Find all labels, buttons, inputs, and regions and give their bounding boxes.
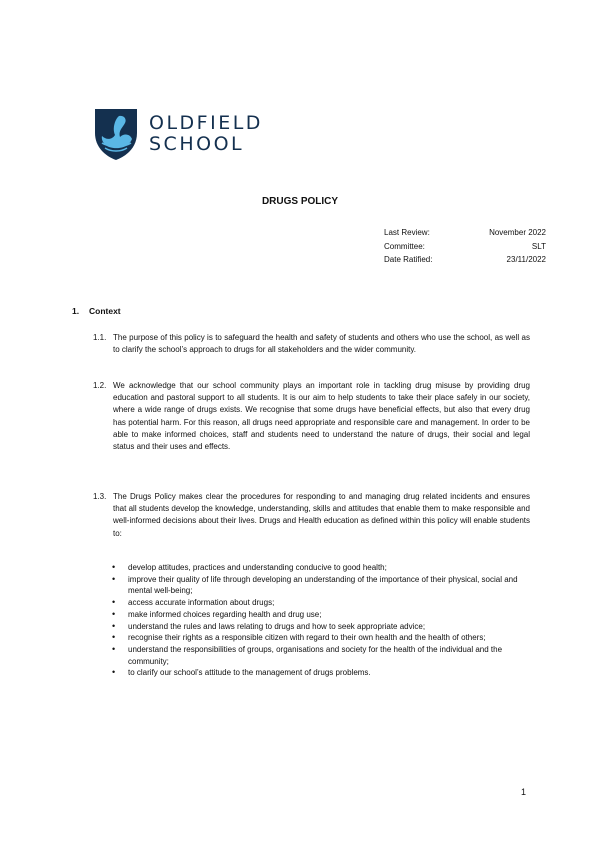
section-title: Context (89, 306, 121, 316)
outcomes-list (112, 562, 532, 679)
list-item: • understand the responsibilities of groups, organisations and society for the health of the individual and the community; (112, 644, 532, 667)
logo-line-2: SCHOOL (149, 133, 245, 155)
meta-value: 23/11/2022 (506, 255, 546, 264)
list-item: • access accurate information about drugs; (112, 597, 532, 609)
paragraph-text: We acknowledge that our school community plays an important role in tackling drug misuse by providing drug education and pastoral support to all students. It is our aim to help students to take their place safely in our society, where a wide range of drugs exists. We recognise that some drugs have beneficial effects, but also that every drug has potential harm. For this reason, all drugs need appropriate and responsible care and management. In order to be able to make informed choices, staff and students need to understand the nature of drugs, their social and legal status and their uses and effects. (113, 381, 530, 452)
meta-label: Date Ratified: (384, 255, 433, 264)
meta-label: Committee: (384, 241, 425, 251)
list-item: • improve their quality of life through developing an understanding of the importance of their physical, social and mental well-being; (112, 574, 532, 597)
paragraph-1-1 (93, 332, 530, 356)
paragraph-text: The purpose of this policy is to safeguard the health and safety of students and others who use the school, as well as to clarify the school’s approach to drugs for all stakeholders and the wider community. (113, 333, 530, 355)
meta-row-date-ratified (384, 253, 546, 267)
school-logo (93, 107, 263, 161)
page-number: 1 (521, 787, 527, 797)
swan-shield-icon (93, 107, 139, 161)
logo-wordmark (149, 113, 263, 155)
meta-row-committee (384, 240, 546, 254)
paragraph-text: The Drugs Policy makes clear the procedures for responding to and managing drug related incidents and ensures that all students develop the knowledge, understanding, skills and attitudes that enable them to make responsible and well-informed decisions about their lives. Drugs and Health education as defined within this policy will enable students to: (113, 492, 530, 538)
paragraph-number: 1.3. (93, 492, 107, 501)
list-item: • recognise their rights as a responsible citizen with regard to their own health and the health of others; (112, 632, 532, 644)
review-metadata (384, 226, 546, 267)
list-item: • develop attitudes, practices and understanding conducive to good health; (112, 562, 532, 574)
logo-line-1: OLDFIELD (149, 112, 263, 134)
paragraph-number: 1.2. (93, 381, 107, 390)
section-heading (72, 306, 121, 316)
paragraph-1-3 (93, 491, 530, 540)
list-item: • make informed choices regarding health and drug use; (112, 609, 532, 621)
paragraph-1-2 (93, 380, 530, 453)
meta-label: Last Review: (384, 228, 430, 237)
list-item: • understand the rules and laws relating to drugs and how to seek appropriate advice; (112, 621, 532, 633)
meta-row-last-review (384, 226, 546, 240)
list-item: • to clarify our school’s attitude to the management of drugs problems. (112, 667, 532, 679)
meta-value: SLT (531, 241, 546, 251)
section-number: 1. (72, 306, 80, 316)
document-title: DRUGS POLICY (261, 196, 339, 207)
paragraph-number: 1.1. (93, 333, 107, 342)
meta-value: November 2022 (489, 228, 546, 237)
